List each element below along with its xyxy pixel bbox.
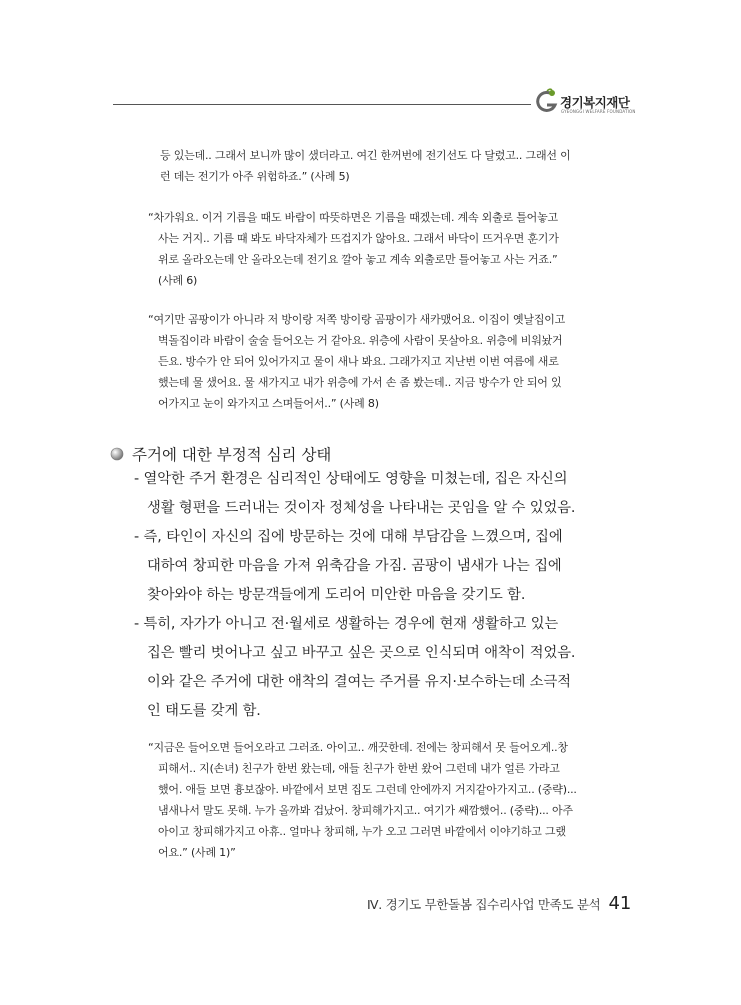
- body-line: - 열악한 주거 환경은 심리적인 상태에도 영향을 미쳤는데, 집은 자신의: [134, 471, 568, 487]
- body-line: 생활 형편을 드러내는 것이자 정체성을 나타내는 곳임을 알 수 있었음.: [147, 500, 576, 516]
- logo-name: 경기복지재단: [560, 95, 630, 110]
- quote-line: “지금은 들어오면 들어오라고 그러죠. 아이고.. 깨끗한데. 전에는 창피해서 못 들어오게..창: [148, 741, 568, 754]
- logo-subtitle: GYEONGGI WELFARE FOUNDATION: [561, 109, 636, 114]
- quote-line: 든요. 방수가 안 되어 있어가지고 물이 새나 봐요. 그래가지고 지난번 이번 여름에 새로: [158, 355, 559, 368]
- quote-line: 사는 거지.. 기름 때 봐도 바닥자체가 뜨겁지가 않아요. 그래서 바닥이 뜨거우면 훈기가: [158, 232, 559, 245]
- body-line: 인 태도를 갖게 함.: [147, 703, 261, 719]
- chapter-title: Ⅳ. 경기도 무한돌봄 집수리사업 만족도 분석: [367, 897, 601, 912]
- header-rule: [113, 104, 531, 105]
- page-footer: [367, 893, 631, 914]
- body-line: 집은 빨리 벗어나고 싶고 바꾸고 싶은 곳으로 인식되며 애착이 적었음.: [147, 645, 576, 661]
- quote-line: 등 있는데.. 그래서 보니까 많이 샜더라고. 여긴 한꺼번에 전기선도 다 달렸고.. 그래선 이: [160, 149, 571, 162]
- quote-line: 피해서.. 지(손녀) 친구가 한번 왔는데, 애들 친구가 한번 왔어 그런데 내가 얼른 가라고: [158, 762, 560, 775]
- body-line: - 즉, 타인이 자신의 집에 방문하는 것에 대해 부담감을 느꼈으며, 집에: [134, 529, 563, 545]
- quote-case-5: [160, 145, 571, 187]
- foundation-logo: [533, 88, 653, 118]
- quote-line: 어요.” (사례 1)”: [158, 846, 236, 859]
- quote-line: “여기만 곰팡이가 아니라 저 방이랑 저쪽 방이랑 곰팡이가 새카맸어요. 이집이 옛날집이고: [148, 313, 566, 326]
- quote-line: 위로 올라오는데 안 올라오는데 전기요 깔아 놓고 계속 외출로만 틀어놓고 사는 거죠.”: [158, 253, 558, 266]
- sphere-bullet-icon: [110, 447, 124, 461]
- quote-case-1: [148, 737, 577, 863]
- body-line: 대하여 창피한 마음을 가져 위축감을 가짐. 곰팡이 냄새가 나는 집에: [147, 558, 562, 574]
- body-line: - 특히, 자가가 아니고 전·월세로 생활하는 경우에 현재 생활하고 있는: [134, 616, 559, 632]
- quote-line: (사례 6): [158, 274, 198, 287]
- quote-case-6: [148, 207, 559, 291]
- quote-line: 했어. 애들 보면 흉보잖아. 바깥에서 보면 집도 그런데 안에까지 거지같아가지고.. (중략)...: [158, 783, 577, 796]
- quote-line: “차가워요. 이거 기름을 때도 바람이 따뜻하면은 기름을 때겠는데. 계속 외출로 틀어놓고: [148, 211, 558, 224]
- quote-line: 냄새나서 말도 못해. 누가 올까봐 겁났어. 창피해가지고.. 여기가 쌔깜했어.. (중략)... 아주: [158, 804, 573, 817]
- foundation-logo-icon: [533, 88, 559, 116]
- quote-line: 어가지고 눈이 와가지고 스며들어서..” (사례 8): [158, 397, 379, 410]
- quote-line: 아이고 창피해가지고 아휴.. 얼마나 창피해, 누가 오고 그러면 바깥에서 이야기하고 그랬: [158, 825, 566, 838]
- section-body: [134, 465, 575, 726]
- quote-line: 벽돌집이라 바람이 술술 들어오는 거 같아요. 위층에 사람이 못살아요. 위층에 비워놨거: [158, 334, 563, 347]
- body-line: 이와 같은 주거에 대한 애착의 결여는 주거를 유지·보수하는데 소극적: [147, 674, 571, 690]
- quote-line: 런 데는 전기가 아주 위험하죠.” (사례 5): [160, 170, 350, 183]
- body-line: 찾아와야 하는 방문객들에게 도리어 미안한 마음을 갖기도 함.: [147, 587, 526, 603]
- quote-case-8: [148, 309, 565, 414]
- page-number: 41: [608, 893, 632, 914]
- section-title: 주거에 대한 부정적 심리 상태: [132, 446, 332, 464]
- quote-line: 했는데 물 샜어요. 물 새가지고 내가 위층에 가서 손 좀 봤는데.. 지금 방수가 안 되어 있: [158, 376, 562, 389]
- section-heading: [110, 443, 331, 465]
